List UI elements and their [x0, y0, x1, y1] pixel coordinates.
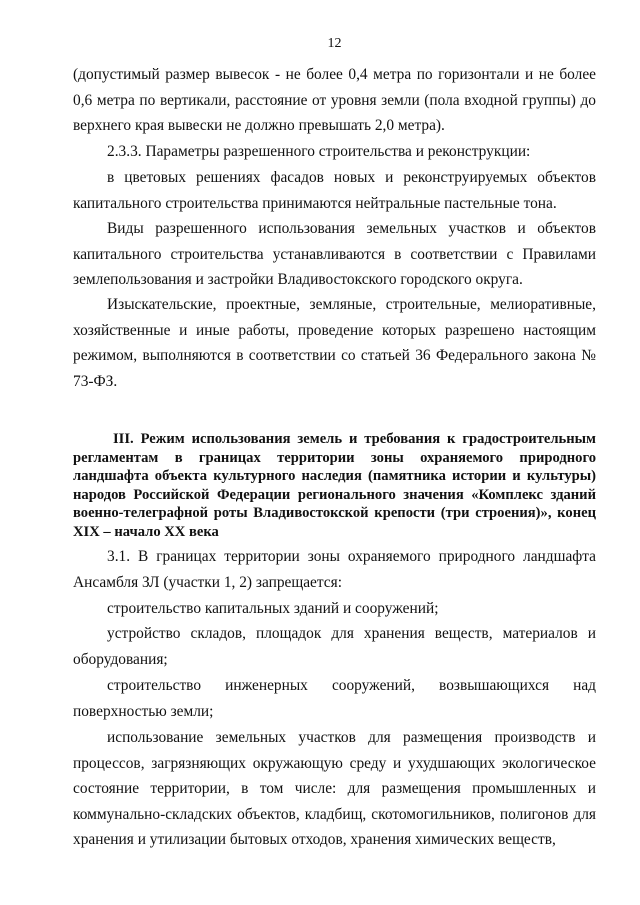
- paragraph-works: Изыскательские, проектные, земляные, строительные, мелиоративные, хозяйственные и иные работы, проведение которых разрешено настоящим режимом, выполняются в соответствии со статьей 36 Федерального закона № 73-ФЗ.: [73, 296, 596, 390]
- list-item-capital-buildings: строительство капитальных зданий и сооружений;: [107, 600, 439, 617]
- paragraph-signage-limits: (допустимый размер вывесок - не более 0,4 метра по горизонтали и не более 0,6 метра по вертикали, расстояние от уровня земли (пола входной группы) до верхнего края вывески не должно превышать 2,0 метра).: [73, 66, 596, 134]
- paragraph-permitted-use: Виды разрешенного использования земельных участков и объектов капитального строительства устанавливаются в соответствии с Правилами землепользования и застройки Владивостокского городского округа.: [73, 220, 596, 288]
- page-number: 12: [327, 36, 342, 51]
- section-heading: III. Режим использования земель и требования к градостроительным регламентам в границах территории зоны охраняемого природного ландшафта объекта культурного наследия (памятника истории и культуры) народов Российской Федерации регионального значения «Комплекс зданий военно-телеграфной роты Владивостокской крепости (три строения)», конец XIX – начало XX века: [73, 431, 596, 540]
- list-item-land-use-industry: использование земельных участков для размещения производств и процессов, загрязняющих окружающую среду и ухудшающих экологическое состояние территории, в том числе: для размещения промышленных и коммунально-складских объектов, кладбищ, скотомогильников, полигонов для хранения и утилизации бытовых отходов, хранения химических веществ,: [73, 729, 596, 848]
- paragraph-3-1-prohibited: 3.1. В границах территории зоны охраняемого природного ландшафта Ансамбля ЗЛ (участки 1, 2) запрещается:: [73, 548, 596, 591]
- list-item-engineering-structures: строительство инженерных сооружений, возвышающихся над поверхностью земли;: [73, 677, 596, 720]
- list-item-warehouses: устройство складов, площадок для хранения веществ, материалов и оборудования;: [73, 625, 596, 668]
- paragraph-construction-parameters: 2.3.3. Параметры разрешенного строительства и реконструкции:: [107, 143, 531, 160]
- paragraph-facade-colors: в цветовых решениях фасадов новых и реконструируемых объектов капитального строительства принимаются нейтральные пастельные тона.: [73, 169, 596, 212]
